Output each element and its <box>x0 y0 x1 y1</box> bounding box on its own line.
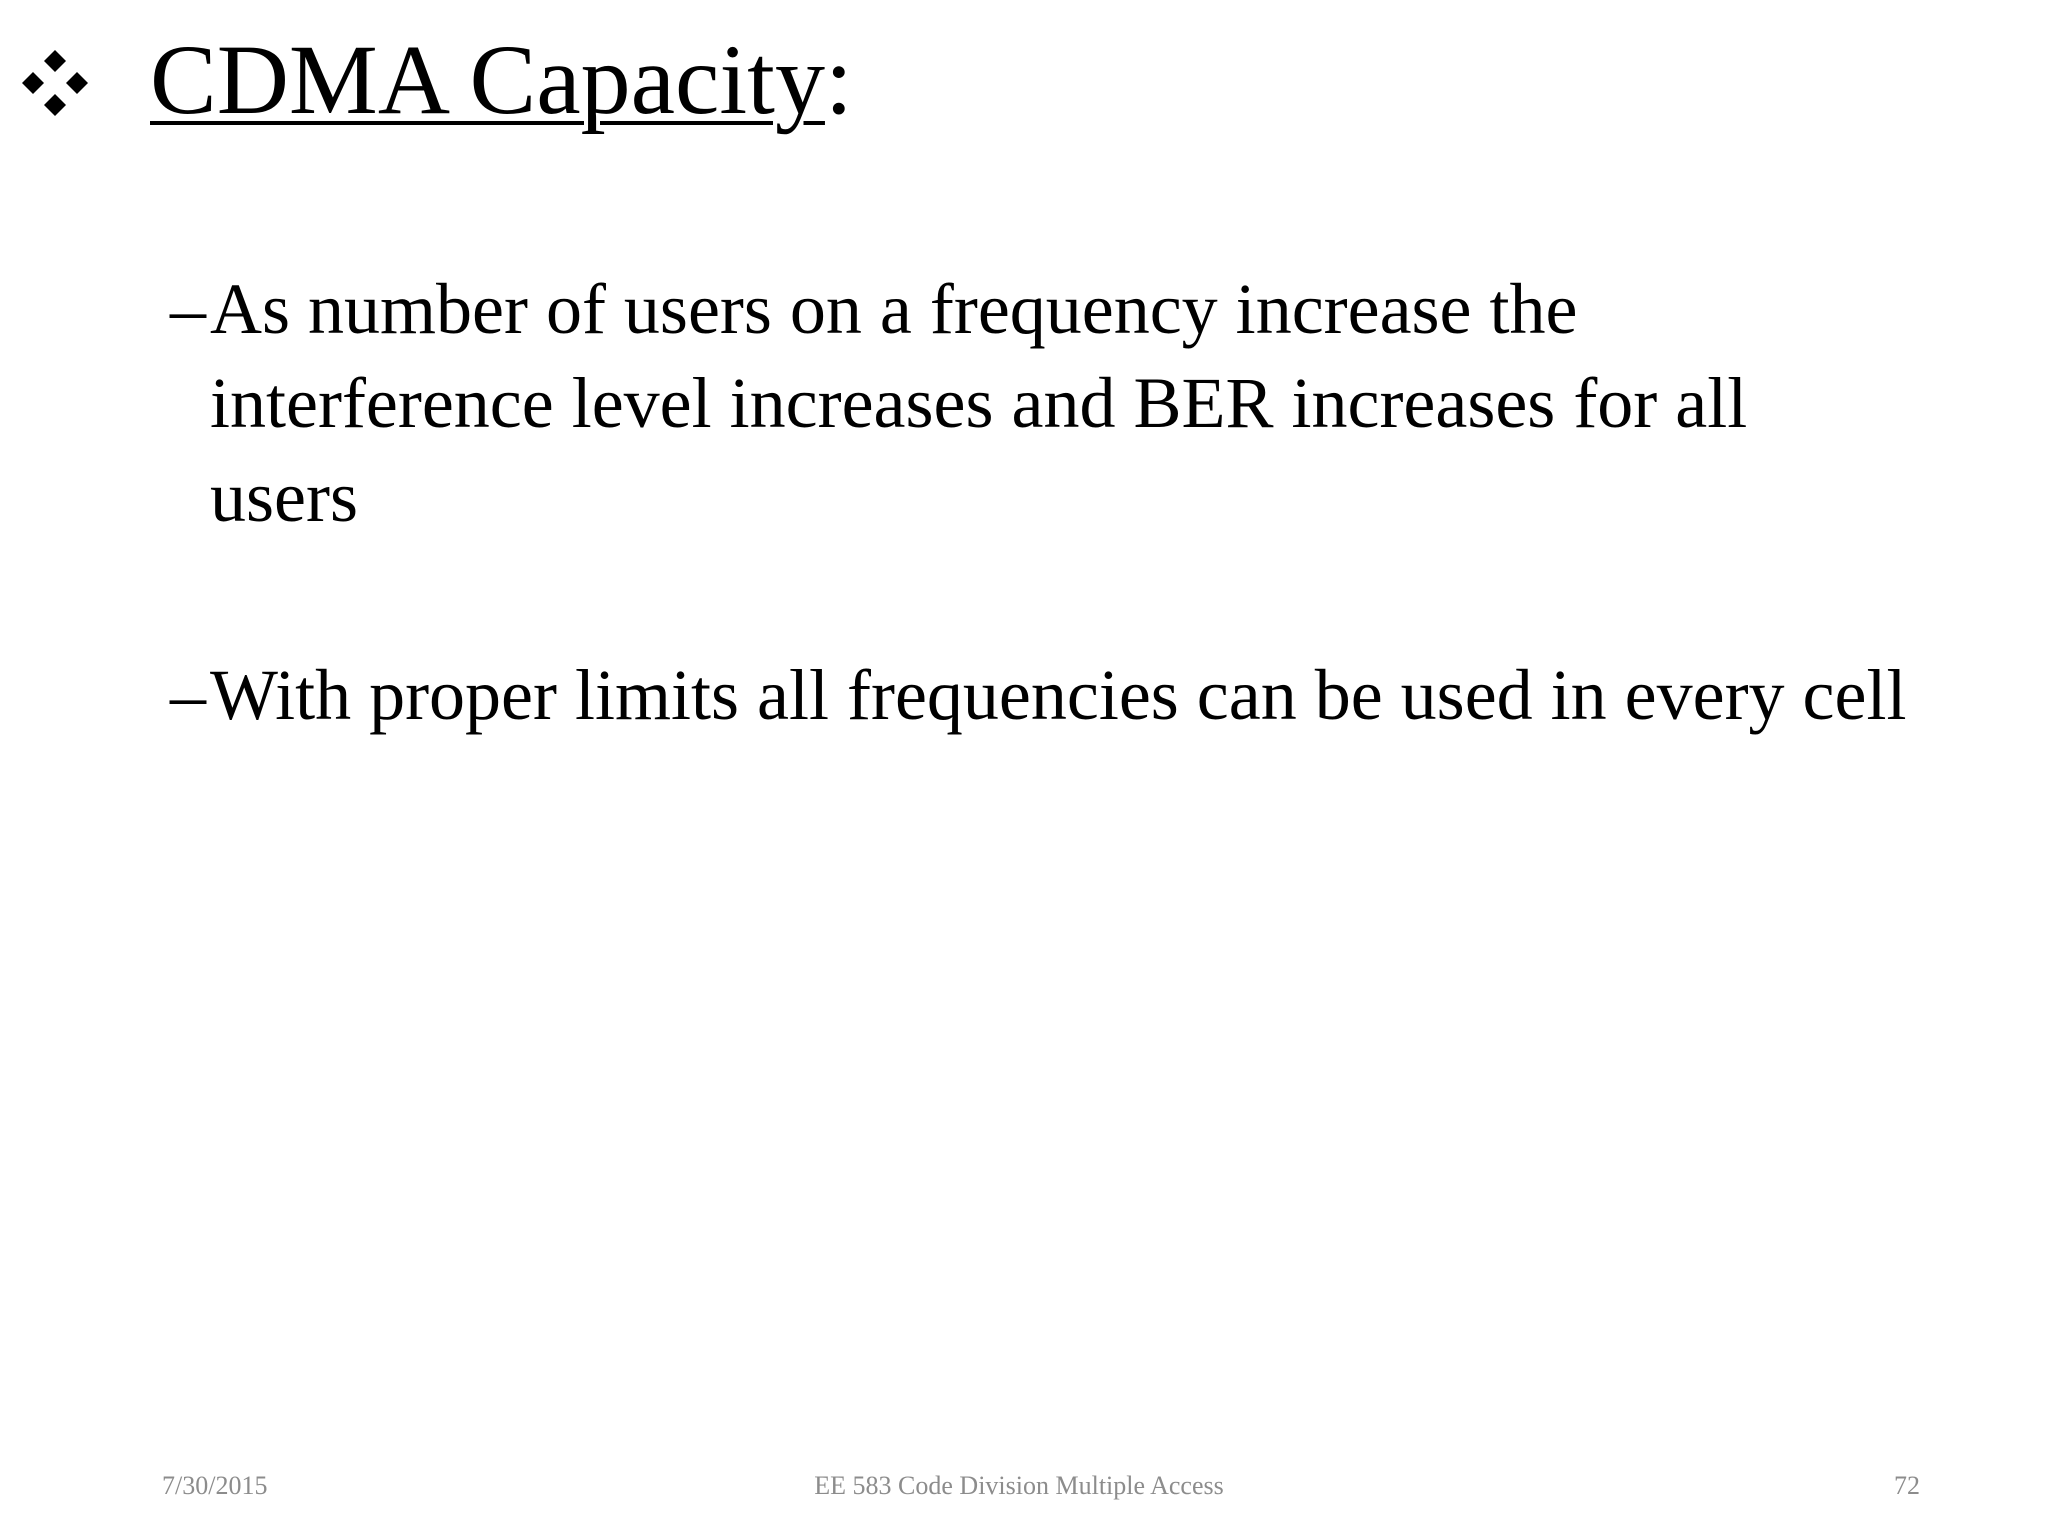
bullet-dash: – <box>170 269 206 349</box>
slide-title-underlined: CDMA Capacity <box>150 24 825 135</box>
four-diamond-bullet-icon <box>20 48 90 118</box>
footer-course-title: EE 583 Code Division Multiple Access <box>814 1471 1224 1500</box>
slide-title-row <box>20 20 853 140</box>
bullet-dash: – <box>170 655 206 735</box>
bullet-list <box>170 262 1910 846</box>
bullet-item <box>170 262 1910 544</box>
slide-title <box>150 20 853 140</box>
bullet-item <box>170 648 1910 742</box>
slide-title-suffix: : <box>824 24 853 135</box>
bullet-text: As number of users on a frequency increase the interference level increases and BER increases for all users <box>210 269 1748 537</box>
footer-date: 7/30/2015 <box>162 1471 268 1500</box>
bullet-text: With proper limits all frequencies can be used in every cell <box>210 655 1907 735</box>
footer-page-number: 72 <box>1894 1471 1920 1500</box>
